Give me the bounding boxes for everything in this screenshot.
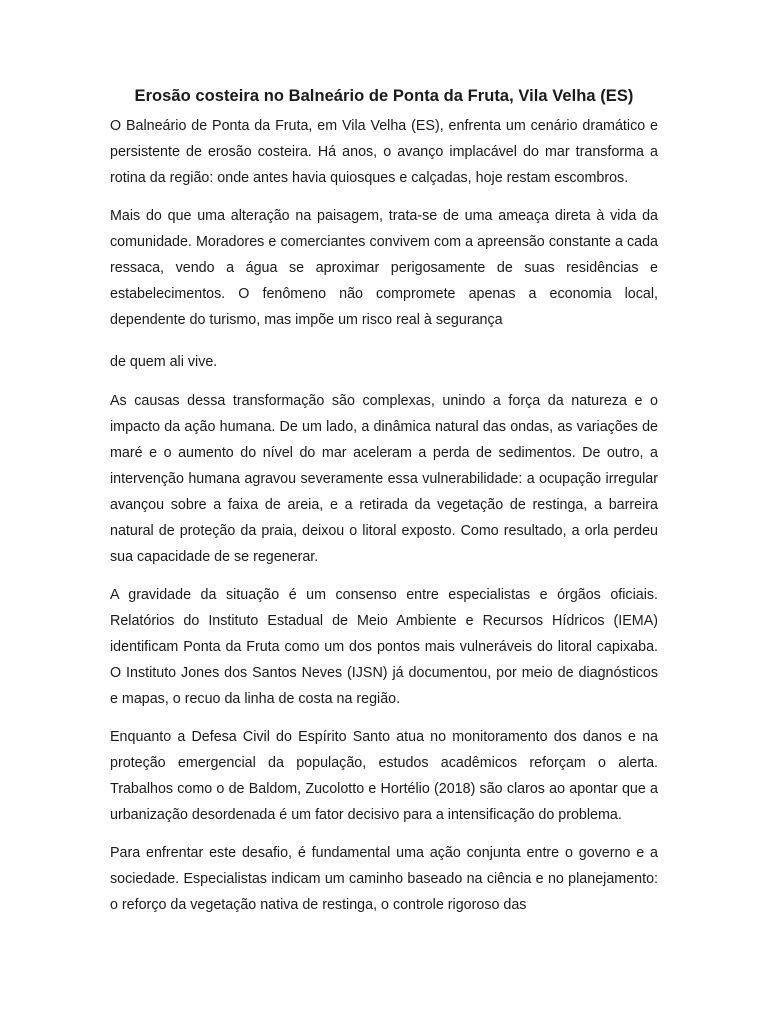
paragraph-6: Para enfrentar este desafio, é fundamental uma ação conjunta entre o governo e a sociedade. Especialistas indicam um caminho baseado na ciência e no planejamento: o reforço da vegetação nativa de restinga, o controle rigoroso das	[110, 845, 658, 913]
paragraph-2: Mais do que uma alteração na paisagem, trata-se de uma ameaça direta à vida da comunidade. Moradores e comerciantes convivem com a apreensão constante a cada ressaca, vendo a água se aproximar perigosamente de suas residências e estabelecimentos. O fenômeno não compromete apenas a economia local, dependente do turismo, mas impõe um risco real à segurança	[110, 208, 658, 328]
paragraph-4: A gravidade da situação é um consenso entre especialistas e órgãos oficiais. Relatórios do Instituto Estadual de Meio Ambiente e Recursos Hídricos (IEMA) identificam Ponta da Fruta como um dos pontos mais vulneráveis do litoral capixaba. O Instituto Jones dos Santos Neves (IJSN) já documentou, por meio de diagnósticos e mapas, o recuo da linha de costa na região.	[110, 587, 658, 707]
paragraph-1: O Balneário de Ponta da Fruta, em Vila Velha (ES), enfrenta um cenário dramático e persistente de erosão costeira. Há anos, o avanço implacável do mar transforma a rotina da região: onde antes havia quiosques e calçadas, hoje restam escombros.	[110, 118, 658, 186]
paragraph-5: Enquanto a Defesa Civil do Espírito Santo atua no monitoramento dos danos e na proteção emergencial da população, estudos acadêmicos reforçam o alerta. Trabalhos como o de Baldom, Zucolotto e Hortélio (2018) são claros ao apontar que a urbanização desordenada é um fator decisivo para a intensificação do problema.	[110, 729, 658, 823]
document-title: Erosão costeira no Balneário de Ponta da Fruta, Vila Velha (ES)	[134, 87, 634, 105]
paragraph-3: As causas dessa transformação são complexas, unindo a força da natureza e o impacto da ação humana. De um lado, a dinâmica natural das ondas, as variações de maré e o aumento do nível do mar aceleram a perda de sedimentos. De outro, a intervenção humana agravou severamente essa vulnerabilidade: a ocupação irregular avançou sobre a faixa de areia, e a retirada da vegetação de restinga, a barreira natural de proteção da praia, deixou o litoral exposto. Como resultado, a orla perdeu sua capacidade de se regenerar.	[110, 393, 658, 565]
paragraph-2-continuation: de quem ali vive.	[110, 354, 218, 370]
